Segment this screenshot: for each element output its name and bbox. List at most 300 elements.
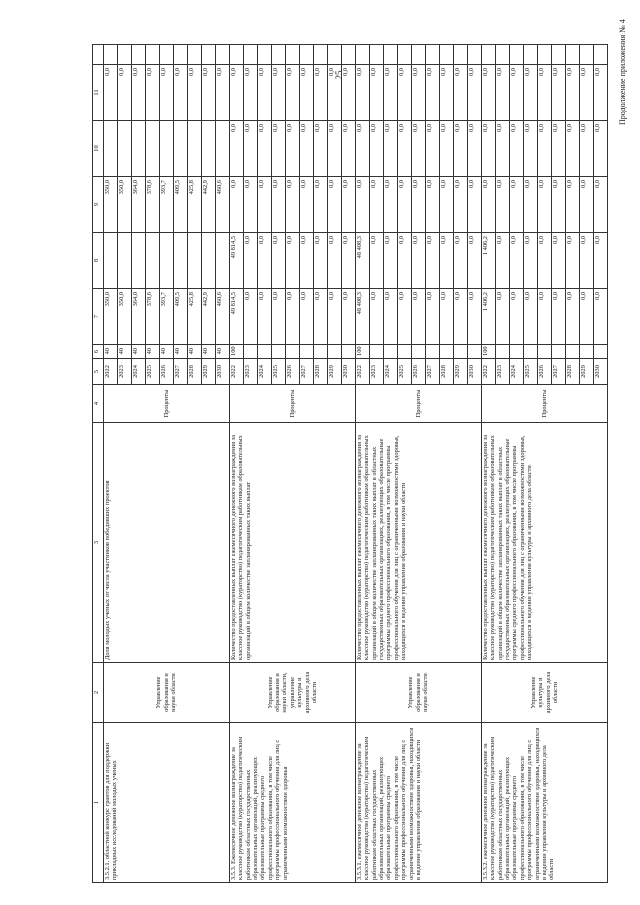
cell-year: 2028 [314,359,328,385]
cell-c9: 0,0 [398,177,412,233]
cell-c7: 0,0 [398,289,412,345]
cell-empty [272,45,286,65]
cell-year: 2030 [468,359,482,385]
cell-year: 2027 [174,359,188,385]
cell-c9: 0,0 [496,177,510,233]
cell-c7: 0,0 [440,289,454,345]
cell-c4: Проценты [482,385,608,423]
cell-c7: 0,0 [496,289,510,345]
cell-c7: 0,0 [510,289,524,345]
cell-c6 [454,345,468,359]
cell-c10: 0,0 [552,121,566,177]
cell-c6 [258,345,272,359]
cell-c11: 0,0 [314,65,328,121]
cell-c10: 0,0 [538,121,552,177]
cell-c6 [580,345,594,359]
cell-c9: 393,7 [160,177,174,233]
cell-empty [356,45,370,65]
cell-year: 2025 [146,359,160,385]
cell-c6: 40 [132,345,146,359]
cell-c6 [566,345,580,359]
cell-c11: 0,0 [300,65,314,121]
header-cell: 2 [93,663,104,723]
cell-c2: Управление образования и науки области [356,663,482,723]
cell-c10: 0,0 [384,121,398,177]
cell-c6 [468,345,482,359]
cell-c7: 0,0 [594,289,608,345]
cell-c6 [440,345,454,359]
cell-c7: 364,0 [132,289,146,345]
cell-c6: 40 [104,345,118,359]
cell-c8 [188,233,202,289]
cell-c7: 0,0 [566,289,580,345]
cell-c8 [216,233,230,289]
cell-c7: 0,0 [300,289,314,345]
cell-c6: 40 [160,345,174,359]
cell-empty [188,45,202,65]
cell-c8: 0,0 [440,233,454,289]
cell-empty [230,45,244,65]
cell-c6 [272,345,286,359]
cell-c8: 0,0 [580,233,594,289]
table-row [104,45,118,883]
cell-c1: 3.5.3. Ежемесячное денежное вознаграждение за классное руководство (кураторство) педагогическим работникам областных государственных образовательных организаций, реализующих образовательные программы среднего профессионального образования, в том числе программы профессионального обучения для лиц с ограниченными возможностями здоровья [230,723,356,883]
cell-c9: 0,0 [580,177,594,233]
cell-c6 [300,345,314,359]
cell-c7: 0,0 [538,289,552,345]
cell-c11: 0,0 [510,65,524,121]
cell-empty [104,45,118,65]
cell-c6 [342,345,356,359]
cell-c11: 0,0 [384,65,398,121]
cell-c9: 0,0 [342,177,356,233]
cell-c10 [104,121,118,177]
cell-year: 2025 [524,359,538,385]
cell-c9: 0,0 [468,177,482,233]
cell-c11: 0,0 [496,65,510,121]
header-cell: 7 [93,289,104,345]
cell-c8: 48 408,3 [356,233,370,289]
cell-c8: 0,0 [454,233,468,289]
cell-c9: 409,5 [174,177,188,233]
cell-c6: 40 [174,345,188,359]
cell-empty [216,45,230,65]
cell-c11: 0,0 [202,65,216,121]
cell-c8: 0,0 [426,233,440,289]
cell-c10: 0,0 [510,121,524,177]
cell-c10: 0,0 [370,121,384,177]
cell-c11: 0,0 [426,65,440,121]
cell-empty [594,45,608,65]
cell-c10 [188,121,202,177]
cell-c7: 0,0 [384,289,398,345]
cell-c7: 0,0 [272,289,286,345]
cell-year: 2030 [342,359,356,385]
cell-c7: 378,6 [146,289,160,345]
cell-year: 2029 [202,359,216,385]
cell-year: 2022 [104,359,118,385]
cell-c8 [174,233,188,289]
cell-c7: 425,8 [188,289,202,345]
header-cell: 6 [93,345,104,359]
cell-empty [370,45,384,65]
cell-c9: 0,0 [314,177,328,233]
cell-year: 2022 [230,359,244,385]
cell-c11: 0,0 [566,65,580,121]
cell-year: 2026 [160,359,174,385]
cell-c11: 0,0 [524,65,538,121]
cell-c9: 0,0 [594,177,608,233]
cell-year: 2023 [118,359,132,385]
cell-empty [258,45,272,65]
cell-c4: Проценты [104,385,230,423]
cell-c11: 0,0 [594,65,608,121]
cell-c7: 350,0 [118,289,132,345]
cell-c7: 0,0 [286,289,300,345]
cell-c6 [496,345,510,359]
cell-empty [160,45,174,65]
cell-empty [384,45,398,65]
cell-empty [300,45,314,65]
cell-year: 2022 [356,359,370,385]
cell-c7: 393,7 [160,289,174,345]
cell-year: 2027 [426,359,440,385]
cell-c7: 0,0 [328,289,342,345]
cell-c9: 0,0 [426,177,440,233]
cell-c8: 0,0 [594,233,608,289]
cell-empty [426,45,440,65]
cell-c10: 0,0 [496,121,510,177]
cell-c10 [202,121,216,177]
cell-c11: 0,0 [398,65,412,121]
cell-c7: 0,0 [244,289,258,345]
cell-year: 2024 [132,359,146,385]
table-row [356,45,370,883]
cell-c11: 0,0 [580,65,594,121]
cell-c9: 442,9 [202,177,216,233]
cell-c6: 40 [118,345,132,359]
cell-year: 2030 [594,359,608,385]
cell-c7: 0,0 [552,289,566,345]
cell-c10: 0,0 [286,121,300,177]
cell-c11: 0,0 [174,65,188,121]
cell-c10 [174,121,188,177]
cell-empty [496,45,510,65]
cell-c7: 442,9 [202,289,216,345]
cell-c9: 0,0 [328,177,342,233]
cell-c11: 0,0 [482,65,496,121]
cell-c3: Количество предоставленных выплат ежемесячного денежного вознаграждения за классное руководство (кураторство) педагогическим работникам образовательных организаций в общем количестве запланированных таких выплат в областных государственных образовательных организациях, реализующих образовательные программы среднего профессионального образования, в том числе программы профессионального обучения для лиц с ограниченными возможностями здоровья, находящихся в ведении управления образования и науки области [356,423,482,663]
cell-empty [174,45,188,65]
cell-empty [510,45,524,65]
cell-c8 [160,233,174,289]
cell-year: 2028 [566,359,580,385]
cell-c6: 100 [230,345,244,359]
cell-c10: 0,0 [342,121,356,177]
cell-c8: 0,0 [272,233,286,289]
cell-c7: 0,0 [342,289,356,345]
cell-c4: Проценты [356,385,482,423]
cell-c6 [538,345,552,359]
table-row [482,45,496,883]
cell-c9: 0,0 [412,177,426,233]
cell-c9: 0,0 [524,177,538,233]
cell-c8: 0,0 [370,233,384,289]
cell-c6 [552,345,566,359]
header-cell: 10 [93,121,104,177]
header-cell: 3 [93,423,104,663]
cell-c9: 0,0 [454,177,468,233]
cell-c10: 0,0 [482,121,496,177]
cell-c10 [160,121,174,177]
cell-c9: 350,0 [104,177,118,233]
cell-year: 2029 [580,359,594,385]
cell-c7: 0,0 [314,289,328,345]
cell-year: 2027 [552,359,566,385]
cell-empty [314,45,328,65]
cell-empty [132,45,146,65]
cell-c11: 0,0 [146,65,160,121]
cell-empty [482,45,496,65]
cell-c9: 364,0 [132,177,146,233]
cell-c10: 0,0 [356,121,370,177]
cell-c6 [384,345,398,359]
cell-c6 [314,345,328,359]
cell-c11: 0,0 [230,65,244,121]
cell-empty [468,45,482,65]
table-header-row [93,45,104,883]
page-number: 25 [334,70,344,80]
cell-c8: 0,0 [496,233,510,289]
cell-c10: 0,0 [398,121,412,177]
cell-year: 2025 [272,359,286,385]
cell-c7: 49 814,5 [230,289,244,345]
cell-c7: 409,5 [174,289,188,345]
cell-c9: 0,0 [482,177,496,233]
cell-c7: 350,0 [104,289,118,345]
cell-year: 2029 [454,359,468,385]
cell-c9: 0,0 [384,177,398,233]
cell-c11: 0,0 [118,65,132,121]
cell-c10 [118,121,132,177]
cell-c7: 460,6 [216,289,230,345]
cell-c9: 0,0 [272,177,286,233]
program-table [92,44,608,883]
cell-c11: 0,0 [286,65,300,121]
cell-empty [342,45,356,65]
cell-c9: 0,0 [258,177,272,233]
cell-c9: 425,8 [188,177,202,233]
cell-empty [398,45,412,65]
header-cell: 11 [93,65,104,121]
cell-c7: 0,0 [454,289,468,345]
cell-c10: 0,0 [426,121,440,177]
cell-c8: 49 814,5 [230,233,244,289]
cell-c11: 0,0 [258,65,272,121]
cell-year: 2022 [482,359,496,385]
cell-c8 [104,233,118,289]
cell-year: 2024 [510,359,524,385]
cell-c6: 40 [216,345,230,359]
cell-year: 2026 [286,359,300,385]
cell-empty [328,45,342,65]
cell-c9: 0,0 [538,177,552,233]
cell-c11: 0,0 [132,65,146,121]
cell-c9: 0,0 [370,177,384,233]
cell-empty [146,45,160,65]
cell-c9: 0,0 [230,177,244,233]
cell-c9: 378,6 [146,177,160,233]
cell-empty [580,45,594,65]
cell-c8: 0,0 [510,233,524,289]
cell-year: 2023 [244,359,258,385]
cell-c8: 0,0 [244,233,258,289]
cell-c7: 0,0 [524,289,538,345]
cell-c11: 0,0 [160,65,174,121]
cell-c8 [146,233,160,289]
cell-c11: 0,0 [538,65,552,121]
header-cell-empty [93,45,104,65]
cell-c10: 0,0 [524,121,538,177]
cell-c8 [202,233,216,289]
cell-c11: 0,0 [440,65,454,121]
cell-c10 [216,121,230,177]
cell-c8: 0,0 [342,233,356,289]
cell-c6 [370,345,384,359]
cell-c3: Количество предоставленных выплат ежемесячного денежного вознаграждения за классное руководство (кураторство) педагогическим работникам образовательных организаций в общем количестве запланированных таких выплат [230,423,356,663]
cell-c1: 3.5.3.1. ежемесячное денежное вознаграждение за классное руководство (кураторство) педагогическим работникам областных государственных образовательных организаций, реализующих образовательные программы среднего профессионального образования, в том числе программы профессионального обучения для лиц с ограниченными возможностями здоровья, находящихся в ведении управления образования и науки области [356,723,482,883]
cell-empty [552,45,566,65]
cell-c11: 0,0 [328,65,342,121]
cell-c10: 0,0 [412,121,426,177]
header-cell: 5 [93,359,104,385]
cell-c8: 0,0 [286,233,300,289]
cell-year: 2025 [398,359,412,385]
cell-c8: 0,0 [468,233,482,289]
cell-c6: 40 [146,345,160,359]
cell-c7: 0,0 [426,289,440,345]
cell-empty [244,45,258,65]
cell-year: 2028 [440,359,454,385]
cell-c6 [286,345,300,359]
cell-c7: 0,0 [258,289,272,345]
cell-year: 2029 [328,359,342,385]
table-body [93,45,608,883]
cell-c10: 0,0 [454,121,468,177]
cell-empty [412,45,426,65]
cell-c11: 0,0 [370,65,384,121]
cell-c10: 0,0 [314,121,328,177]
header-cell: 9 [93,177,104,233]
cell-c3: Доля молодых ученых от числа участников победивших проектов [104,423,230,663]
annex-caption: Продолжение приложения № 4 [618,19,627,125]
cell-c11: 0,0 [454,65,468,121]
cell-c7: 0,0 [370,289,384,345]
header-cell: 1 [93,723,104,883]
cell-c9: 0,0 [566,177,580,233]
cell-c11: 0,0 [552,65,566,121]
cell-year: 2030 [216,359,230,385]
cell-c11: 0,0 [468,65,482,121]
cell-c8 [132,233,146,289]
cell-c8 [118,233,132,289]
cell-c8: 0,0 [328,233,342,289]
cell-c9: 0,0 [286,177,300,233]
cell-year: 2024 [384,359,398,385]
cell-empty [286,45,300,65]
cell-c9: 0,0 [552,177,566,233]
cell-c11: 0,0 [272,65,286,121]
cell-c9: 460,6 [216,177,230,233]
cell-c10: 0,0 [300,121,314,177]
cell-c6 [412,345,426,359]
cell-c10: 0,0 [594,121,608,177]
cell-c6 [510,345,524,359]
cell-c6: 100 [356,345,370,359]
cell-c9: 0,0 [440,177,454,233]
cell-c11: 0,0 [342,65,356,121]
cell-empty [440,45,454,65]
cell-c7: 1 406,2 [482,289,496,345]
cell-c9: 0,0 [356,177,370,233]
cell-c6 [594,345,608,359]
cell-c1: 3.5.2.1. областной конкурс грантов для поддержки прикладных исследований молодых ученых [104,723,230,883]
cell-year: 2027 [300,359,314,385]
cell-c10: 0,0 [468,121,482,177]
cell-empty [202,45,216,65]
cell-c8: 0,0 [552,233,566,289]
cell-c9: 0,0 [300,177,314,233]
cell-c6 [244,345,258,359]
cell-c8: 0,0 [258,233,272,289]
cell-c10: 0,0 [272,121,286,177]
cell-c10: 0,0 [580,121,594,177]
cell-c10: 0,0 [566,121,580,177]
table-row [230,45,244,883]
cell-c8: 0,0 [300,233,314,289]
cell-year: 2023 [370,359,384,385]
cell-c6: 100 [482,345,496,359]
cell-c8: 1 406,2 [482,233,496,289]
cell-c8: 0,0 [398,233,412,289]
cell-c11: 0,0 [188,65,202,121]
cell-c7: 48 408,3 [356,289,370,345]
cell-c11: 0,0 [356,65,370,121]
cell-c11: 0,0 [244,65,258,121]
cell-c3: Количество предоставленных выплат ежемесячного денежного вознаграждения за классное руководство (кураторство) педагогическим работникам образовательных организаций в общем количестве запланированных таких выплат в областных государственных образовательных организациях, реализующих образовательные программы среднего профессионального образования, в том числе программы профессионального обучения для лиц с ограниченными возможностями здоровья, находящихся в ведении управления культуры и архивного дела области [482,423,608,663]
cell-c9: 0,0 [244,177,258,233]
cell-c10: 0,0 [230,121,244,177]
cell-c10 [132,121,146,177]
cell-c6 [426,345,440,359]
cell-c6 [328,345,342,359]
cell-c11: 0,0 [412,65,426,121]
cell-c8: 0,0 [314,233,328,289]
cell-c10: 0,0 [244,121,258,177]
cell-c6: 40 [188,345,202,359]
cell-c8: 0,0 [566,233,580,289]
cell-c6 [524,345,538,359]
cell-year: 2026 [412,359,426,385]
cell-year: 2024 [258,359,272,385]
cell-year: 2026 [538,359,552,385]
cell-c6: 40 [202,345,216,359]
cell-c11: 0,0 [216,65,230,121]
header-cell: 4 [93,385,104,423]
cell-c1: 3.5.3.2. ежемесячное денежное вознаграждение за классное руководство (кураторство) педагогическим работникам областных государственных образовательных организаций, реализующих образовательные программы среднего профессионального образования, в том числе программы профессионального обучения для лиц с ограниченными возможностями здоровья, находящихся в ведении управления культуры и архивного дела области [482,723,608,883]
cell-empty [118,45,132,65]
cell-empty [538,45,552,65]
